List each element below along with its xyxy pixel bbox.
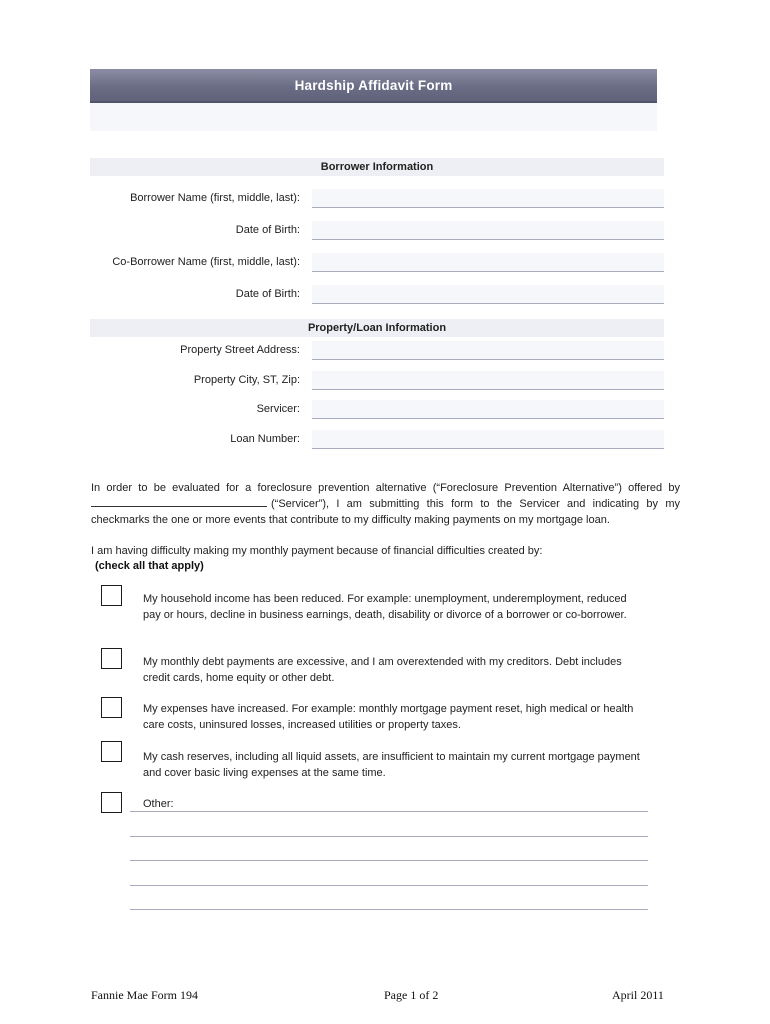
- loan-number-label: Loan Number:: [230, 433, 300, 445]
- footer-form-id: Fannie Mae Form 194: [91, 988, 198, 1002]
- form-title: Hardship Affidavit Form: [294, 77, 453, 93]
- checkbox-expenses-increased[interactable]: [101, 697, 122, 718]
- servicer-field[interactable]: [312, 400, 664, 418]
- other-line-2[interactable]: [130, 836, 648, 837]
- borrower-dob-line: [312, 239, 664, 240]
- checkbox-cash-reserves[interactable]: [101, 741, 122, 762]
- checkbox-debt-excessive-text: My monthly debt payments are excessive, and I am overextended with my creditors. Debt includes credit cards, home equity or other debt.: [143, 656, 622, 684]
- servicer-blank[interactable]: [91, 496, 267, 507]
- loan-number-line: [312, 448, 664, 449]
- title-band: [90, 103, 657, 131]
- coborrower-name-field[interactable]: [312, 253, 664, 271]
- coborrower-name-line: [312, 271, 664, 272]
- intro-text-2: (“Servicer”), I am submitting this form to the Servicer and indicating by my checkmarks the one or more events that contribute to my difficulty making payments on my mortgage loan.: [91, 498, 680, 526]
- borrower-dob-label: Date of Birth:: [235, 224, 300, 236]
- check-instruction: (check all that apply): [95, 560, 204, 572]
- checkbox-cash-reserves-text: My cash reserves, including all liquid assets, are insufficient to maintain my current mortgage payment and cover basic living expenses at the same time.: [143, 751, 640, 779]
- property-address-line: [312, 359, 664, 360]
- intro-text-1: In order to be evaluated for a foreclosure prevention alternative (“Foreclosure Prevention Alternative”) offered by: [91, 482, 680, 494]
- checkbox-other[interactable]: [101, 792, 122, 813]
- coborrower-dob-line: [312, 303, 664, 304]
- intro-paragraph: [91, 480, 680, 528]
- property-city-label: Property City, ST, Zip:: [193, 374, 300, 386]
- other-line-4[interactable]: [130, 885, 648, 886]
- checkbox-expenses-increased-text: My expenses have increased. For example: monthly mortgage payment reset, high medical or health care costs, uninsured losses, increased utilities or property taxes.: [143, 703, 634, 731]
- servicer-line: [312, 418, 664, 419]
- borrower-name-line: [312, 207, 664, 208]
- checkbox-other-text: Other:: [143, 798, 174, 810]
- borrower-dob-field[interactable]: [312, 221, 664, 239]
- property-address-label: Property Street Address:: [180, 344, 300, 356]
- property-city-field[interactable]: [312, 371, 664, 389]
- servicer-label: Servicer:: [256, 403, 300, 415]
- borrower-section-heading: Borrower Information: [90, 158, 664, 176]
- checkbox-income-reduced[interactable]: [101, 585, 122, 606]
- other-line-5[interactable]: [130, 909, 648, 910]
- difficulty-statement: I am having difficulty making my monthly payment because of financial difficulties created by:: [91, 545, 543, 557]
- form-title-bar: [90, 69, 657, 103]
- coborrower-name-label: Co-Borrower Name (first, middle, last):: [112, 256, 300, 268]
- property-city-line: [312, 389, 664, 390]
- coborrower-dob-field[interactable]: [312, 285, 664, 303]
- loan-number-field[interactable]: [312, 430, 664, 448]
- property-section-heading: Property/Loan Information: [90, 319, 664, 337]
- checkbox-income-reduced-text: My household income has been reduced. For example: unemployment, underemployment, reduced pay or hours, decline in business earnings, death, disability or divorce of a borrower or co-borrower.: [143, 593, 627, 621]
- property-address-field[interactable]: [312, 341, 664, 359]
- checkbox-debt-excessive[interactable]: [101, 648, 122, 669]
- footer-date: April 2011: [612, 988, 664, 1002]
- borrower-name-field[interactable]: [312, 189, 664, 207]
- other-line-1[interactable]: [130, 811, 648, 812]
- coborrower-dob-label: Date of Birth:: [235, 288, 300, 300]
- footer-page-number: Page 1 of 2: [384, 988, 439, 1002]
- borrower-name-label: Borrower Name (first, middle, last):: [130, 192, 300, 204]
- other-line-3[interactable]: [130, 860, 648, 861]
